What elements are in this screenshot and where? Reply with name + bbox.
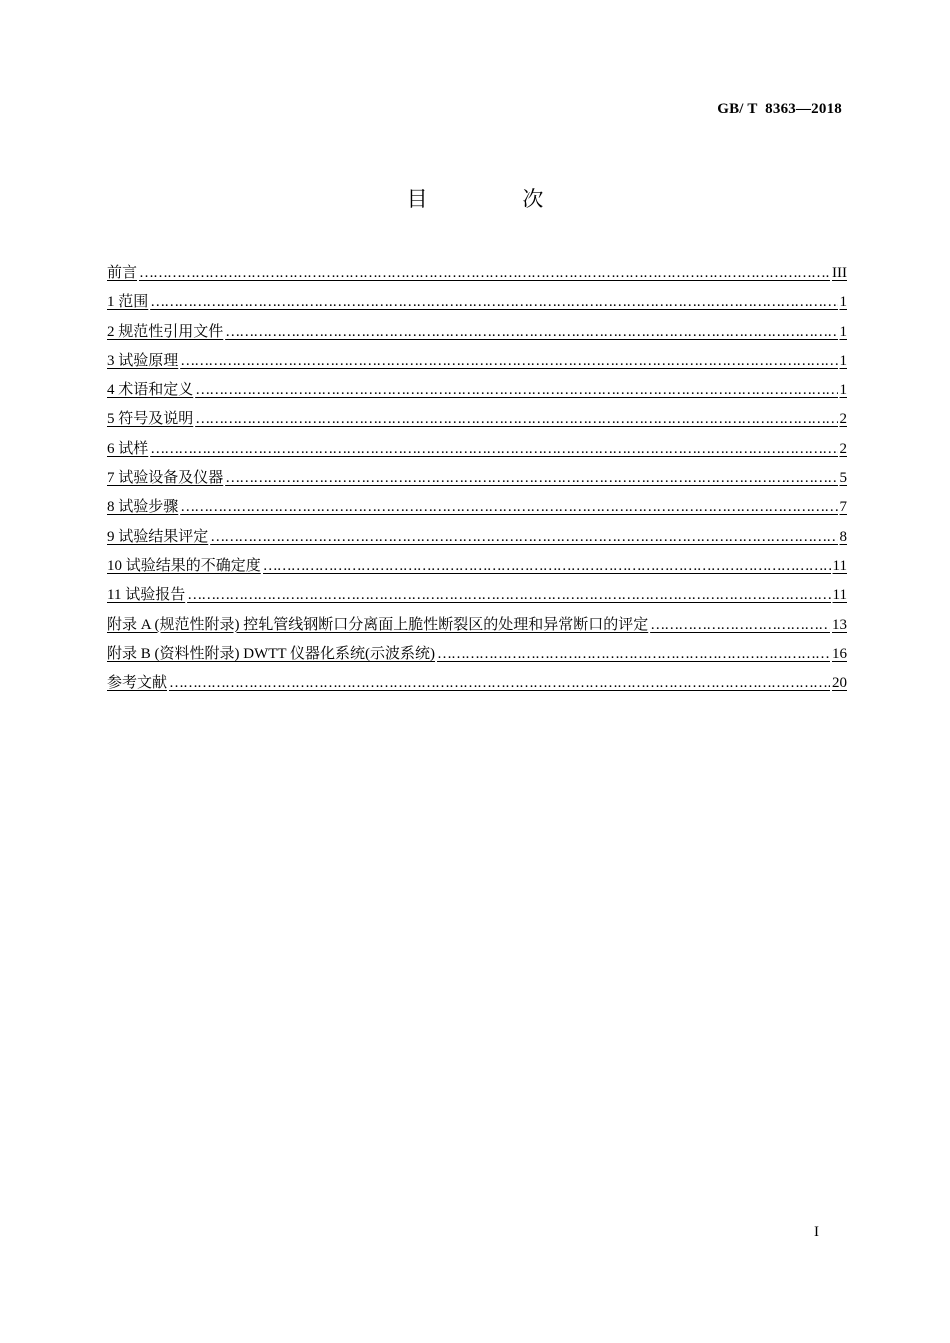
toc-entry-label: 4 术语和定义 (107, 382, 194, 399)
toc-entry-label: 参考文献 (107, 675, 168, 692)
toc-entry[interactable] (107, 526, 847, 555)
toc-link[interactable] (107, 643, 847, 665)
toc-entry-label: 6 试样 (107, 440, 149, 457)
toc-dot-leader (139, 262, 830, 284)
toc-dot-leader (210, 526, 837, 548)
toc-link[interactable] (107, 614, 847, 636)
toc-entry[interactable] (107, 438, 847, 467)
toc-entry-page-number: 5 (839, 470, 847, 487)
toc-entry-label: 1 范围 (107, 294, 149, 311)
toc-entry[interactable] (107, 379, 847, 408)
toc-entry-page-number: 7 (839, 499, 847, 516)
toc-link[interactable] (107, 496, 847, 518)
table-of-contents (107, 262, 847, 701)
toc-dot-leader (437, 643, 830, 665)
toc-entry-page-number: 1 (839, 352, 847, 369)
toc-dot-leader (225, 321, 837, 343)
toc-link[interactable] (107, 584, 847, 606)
toc-entry-label: 10 试验结果的不确定度 (107, 557, 261, 574)
toc-entry[interactable] (107, 321, 847, 350)
toc-dot-leader (650, 614, 830, 636)
toc-dot-leader (180, 350, 837, 372)
toc-link[interactable] (107, 526, 847, 548)
toc-dot-leader (150, 291, 837, 313)
toc-entry-label: 5 符号及说明 (107, 411, 194, 428)
toc-entry[interactable] (107, 467, 847, 496)
toc-entry[interactable] (107, 408, 847, 437)
toc-entry-label: 11 试验报告 (107, 587, 186, 604)
toc-dot-leader (169, 672, 830, 694)
toc-entry-label: 8 试验步骤 (107, 499, 179, 516)
toc-entry-page-number: 2 (839, 411, 847, 428)
toc-dot-leader (195, 408, 837, 430)
page-title: 目 次 (406, 187, 588, 211)
toc-entry[interactable] (107, 291, 847, 320)
toc-entry[interactable] (107, 614, 847, 643)
toc-link[interactable] (107, 555, 847, 577)
toc-entry-label: 前言 (107, 265, 138, 281)
toc-entry-label: 3 试验原理 (107, 352, 179, 369)
toc-entry-page-number: III (832, 265, 847, 281)
toc-entry-label: 附录 B (资料性附录) DWTT 仪器化系统(示波系统) (107, 645, 436, 662)
toc-link[interactable] (107, 408, 847, 430)
toc-entry[interactable] (107, 555, 847, 584)
toc-entry-page-number: 1 (839, 323, 847, 340)
toc-link[interactable] (107, 262, 847, 284)
toc-entry-label: 9 试验结果评定 (107, 528, 209, 545)
toc-entry-label: 2 规范性引用文件 (107, 323, 224, 340)
page-number: I (814, 1224, 819, 1240)
toc-link[interactable] (107, 291, 847, 313)
toc-entry[interactable] (107, 350, 847, 379)
toc-entry[interactable] (107, 584, 847, 613)
toc-entry-page-number: 1 (839, 294, 847, 311)
toc-dot-leader (225, 467, 837, 489)
toc-entry-page-number: 1 (839, 382, 847, 399)
toc-link[interactable] (107, 350, 847, 372)
toc-entry[interactable] (107, 672, 847, 701)
toc-entry[interactable] (107, 496, 847, 525)
toc-entry-page-number: 2 (839, 440, 847, 457)
toc-entry-page-number: 11 (832, 557, 847, 574)
toc-link[interactable] (107, 438, 847, 460)
toc-link[interactable] (107, 672, 847, 694)
toc-entry[interactable] (107, 262, 847, 291)
toc-dot-leader (195, 379, 837, 401)
toc-entry-page-number: 20 (832, 675, 847, 692)
toc-entry-page-number: 13 (832, 616, 847, 633)
toc-link[interactable] (107, 467, 847, 489)
toc-dot-leader (150, 438, 837, 460)
toc-entry-label: 7 试验设备及仪器 (107, 470, 224, 487)
toc-entry[interactable] (107, 643, 847, 672)
toc-dot-leader (187, 584, 830, 606)
toc-link[interactable] (107, 379, 847, 401)
toc-entry-page-number: 8 (839, 528, 847, 545)
toc-link[interactable] (107, 321, 847, 343)
toc-entry-label: 附录 A (规范性附录) 控轧管线钢断口分离面上脆性断裂区的处理和异常断口的评定 (107, 616, 649, 633)
toc-dot-leader (180, 496, 837, 518)
toc-dot-leader (263, 555, 831, 577)
toc-entry-page-number: 16 (832, 645, 847, 662)
standard-number: GB/ T 8363—2018 (717, 101, 842, 117)
toc-entry-page-number: 11 (832, 587, 847, 604)
